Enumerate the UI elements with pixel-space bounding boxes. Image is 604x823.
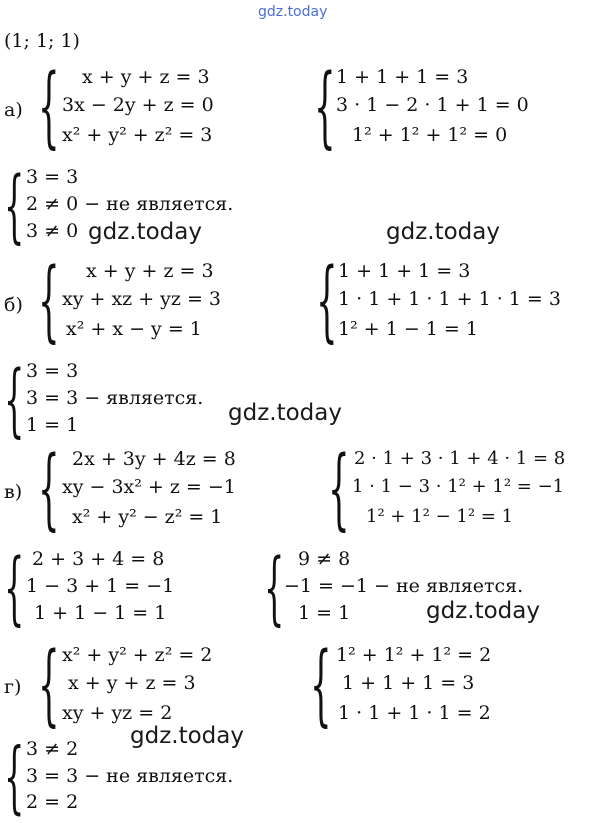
- watermark-top: gdz.today: [258, 4, 328, 20]
- equation: 1 + 1 + 1 = 3: [342, 672, 475, 694]
- equation: 1 = 1: [26, 414, 79, 436]
- brace-icon: {: [4, 158, 25, 253]
- brace-icon: {: [314, 56, 336, 160]
- brace-icon: {: [4, 730, 25, 823]
- substitution-b: [316, 250, 596, 354]
- substitution-v: [328, 438, 602, 542]
- part-label-g: г): [4, 676, 22, 698]
- brace-icon: {: [38, 634, 60, 738]
- equation: 3 ≠ 0: [26, 220, 79, 242]
- system-a: [38, 56, 278, 160]
- equation: xy − 3x² + z = −1: [62, 476, 236, 498]
- equation: x² + y² − z² = 1: [72, 506, 223, 528]
- substitution-g: [310, 634, 550, 738]
- result-v: [4, 540, 204, 635]
- equation: 1² + 1² + 1² = 0: [352, 124, 508, 146]
- part-label-a: а): [4, 99, 23, 121]
- part-label-b: б): [4, 294, 23, 316]
- part-label-v: в): [4, 481, 23, 503]
- equation: 3 ≠ 2: [26, 738, 79, 760]
- equation: x + y + z = 3: [82, 66, 210, 88]
- equation: x + y + z = 3: [86, 260, 214, 282]
- equation: 1 = 1: [298, 602, 351, 624]
- equation: 9 ≠ 8: [298, 548, 351, 570]
- equation: 1 · 1 + 1 · 1 = 2: [338, 702, 491, 724]
- watermark: gdz.today: [228, 400, 342, 426]
- result-g: [4, 730, 284, 823]
- equation: −1 = −1 − не является.: [284, 575, 524, 597]
- equation: x² + x − y = 1: [66, 318, 202, 340]
- brace-icon: {: [38, 250, 60, 354]
- equation: 3 = 3: [26, 166, 79, 188]
- brace-icon: {: [316, 250, 338, 354]
- equation: 1² + 1 − 1 = 1: [338, 318, 478, 340]
- result-b: [4, 352, 244, 447]
- equation: 2x + 3y + 4z = 8: [72, 448, 236, 470]
- substitution-a: [314, 56, 574, 160]
- watermark: gdz.today: [386, 219, 500, 245]
- equation: xy + yz = 2: [62, 702, 173, 724]
- watermark: gdz.today: [88, 219, 202, 245]
- equation: 3 = 3 − не является.: [26, 765, 234, 787]
- equation: x + y + z = 3: [68, 672, 196, 694]
- equation: 1² + 1² + 1² = 2: [336, 644, 492, 666]
- equation: 1 − 3 + 1 = −1: [26, 575, 175, 597]
- watermark: gdz.today: [426, 598, 540, 624]
- equation: 3 · 1 − 2 · 1 + 1 = 0: [336, 94, 529, 116]
- equation: 1 · 1 − 3 · 1² + 1² = −1: [352, 476, 565, 497]
- equation: 2 + 3 + 4 = 8: [32, 548, 165, 570]
- brace-icon: {: [328, 438, 350, 542]
- brace-icon: {: [4, 540, 25, 635]
- equation: 2 · 1 + 3 · 1 + 4 · 1 = 8: [354, 448, 566, 469]
- equation: 2 = 2: [26, 791, 79, 813]
- given-point: (1; 1; 1): [4, 30, 80, 52]
- equation: x² + y² + z² = 2: [62, 644, 213, 666]
- equation: x² + y² + z² = 3: [62, 124, 213, 146]
- equation: 1 + 1 − 1 = 1: [34, 602, 167, 624]
- equation: 2 ≠ 0 − не является.: [26, 193, 234, 215]
- watermark: gdz.today: [130, 723, 244, 749]
- brace-icon: {: [38, 438, 60, 542]
- equation: 1² + 1² − 1² = 1: [366, 506, 514, 527]
- equation: 1 + 1 + 1 = 3: [338, 260, 471, 282]
- equation: 3 = 3 − является.: [26, 387, 204, 409]
- equation: xy + xz + yz = 3: [62, 288, 222, 310]
- system-v: [38, 438, 288, 542]
- system-b: [38, 250, 278, 354]
- brace-icon: {: [264, 540, 285, 635]
- equation: 3x − 2y + z = 0: [62, 94, 214, 116]
- equation: 1 · 1 + 1 · 1 + 1 · 1 = 3: [338, 288, 561, 310]
- brace-icon: {: [310, 634, 332, 738]
- brace-icon: {: [4, 352, 25, 447]
- equation: 3 = 3: [26, 360, 79, 382]
- equation: 1 + 1 + 1 = 3: [336, 66, 469, 88]
- brace-icon: {: [38, 56, 60, 160]
